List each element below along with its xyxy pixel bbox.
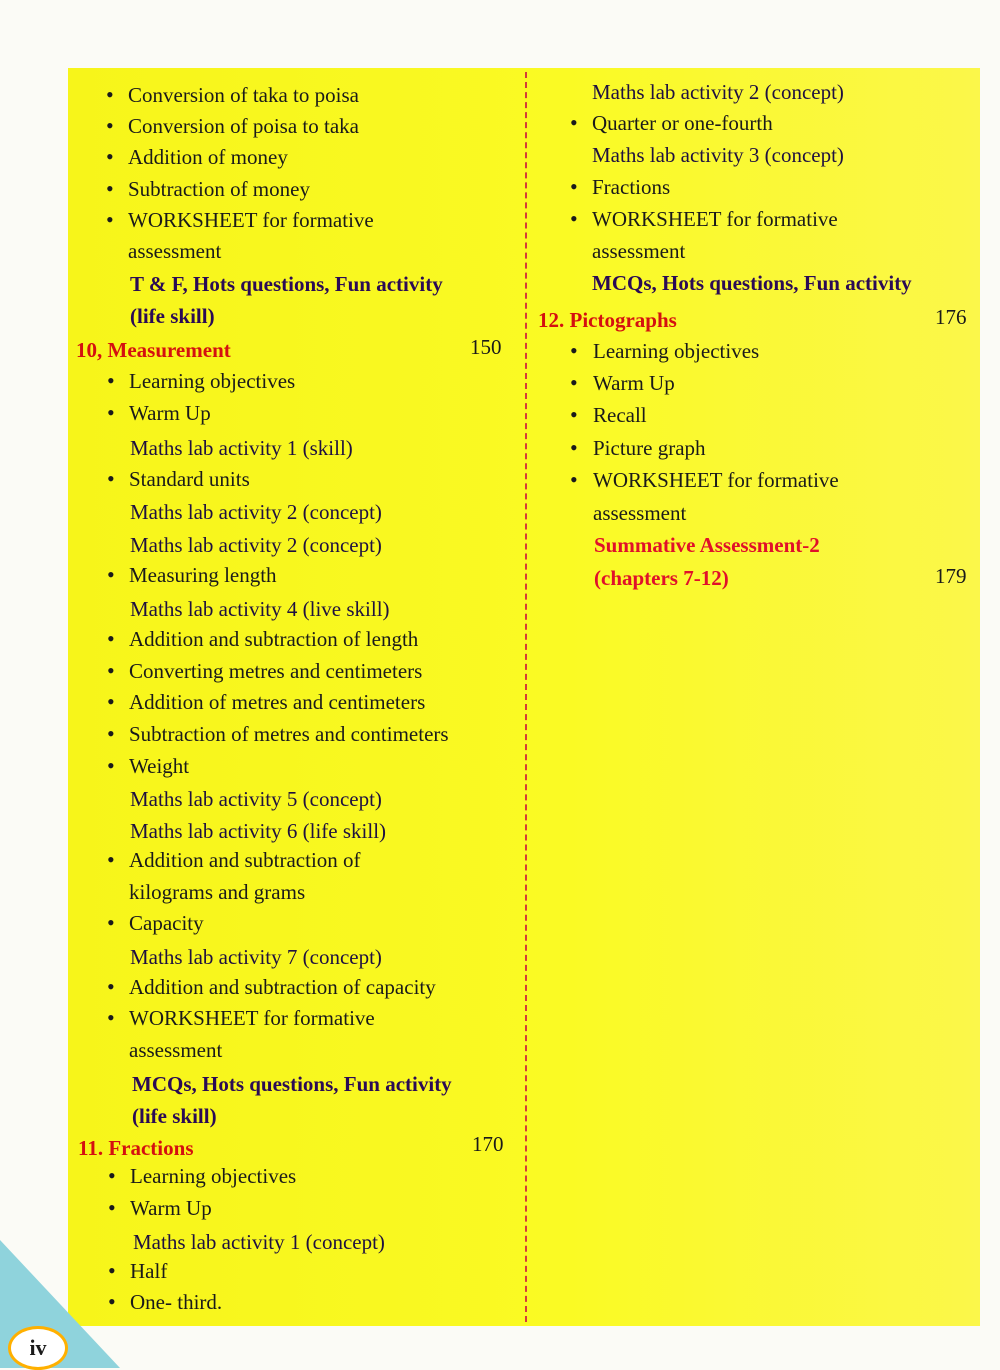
bullet-icon: •	[108, 1289, 116, 1314]
bullet-icon: •	[108, 1195, 116, 1220]
list-item: Weight	[129, 754, 190, 778]
activity-item: Maths lab activity 1 (skill)	[130, 436, 353, 460]
list-item: Picture graph	[593, 436, 706, 460]
list-item: assessment	[592, 239, 686, 263]
bullet-icon: •	[108, 1163, 116, 1188]
bullet-icon: •	[570, 435, 578, 460]
list-item: Recall	[593, 403, 647, 427]
list-item: Addition and subtraction of capacity	[129, 975, 436, 999]
chapter-title: 12. Pictographs	[538, 308, 677, 332]
list-item: Addition of metres and centimeters	[129, 690, 426, 714]
summative-chapters: (chapters 7-12)	[594, 566, 729, 590]
list-item: Subtraction of money	[128, 177, 310, 201]
list-item: One- third.	[130, 1290, 223, 1314]
list-item: WORKSHEET for formative	[593, 468, 839, 492]
bullet-icon: •	[106, 176, 114, 201]
bullet-icon: •	[570, 402, 578, 427]
column-divider	[525, 72, 527, 1322]
bullet-icon: •	[107, 658, 115, 683]
extras-line: MCQs, Hots questions, Fun activity	[132, 1072, 452, 1096]
extras-line: T & F, Hots questions, Fun activity	[130, 272, 443, 296]
bullet-icon: •	[570, 206, 578, 231]
list-item: Addition and subtraction of length	[129, 627, 419, 651]
bullet-icon: •	[107, 562, 115, 587]
bullet-icon: •	[107, 847, 115, 872]
bullet-icon: •	[107, 400, 115, 425]
activity-item: Maths lab activity 7 (concept)	[130, 945, 382, 969]
list-item: Conversion of taka to poisa	[128, 83, 359, 107]
list-item: Converting metres and centimeters	[129, 659, 423, 683]
page-number: 176	[935, 305, 967, 329]
bullet-icon: •	[107, 689, 115, 714]
activity-item: Maths lab activity 6 (life skill)	[130, 819, 387, 843]
activity-item: Maths lab activity 2 (concept)	[130, 500, 382, 524]
list-item: Learning objectives	[129, 369, 296, 393]
bullet-icon: •	[107, 1005, 115, 1030]
list-item: Warm Up	[130, 1196, 212, 1220]
bullet-icon: •	[570, 370, 578, 395]
bullet-icon: •	[107, 753, 115, 778]
bullet-icon: •	[107, 910, 115, 935]
list-item: Addition and subtraction of	[129, 848, 361, 872]
list-item: Capacity	[129, 911, 204, 935]
list-item: Learning objectives	[130, 1164, 297, 1188]
page-number: 170	[472, 1132, 504, 1156]
activity-item: Maths lab activity 4 (live skill)	[130, 597, 390, 621]
activity-item: Maths lab activity 1 (concept)	[133, 1230, 385, 1254]
list-item: Standard units	[129, 467, 250, 491]
page-number: 150	[470, 335, 502, 359]
list-item: assessment	[129, 1038, 223, 1062]
extras-line: MCQs, Hots questions, Fun activity	[592, 271, 912, 295]
bullet-icon: •	[107, 626, 115, 651]
list-item: assessment	[593, 501, 687, 525]
bullet-icon: •	[107, 974, 115, 999]
bullet-icon: •	[106, 113, 114, 138]
list-item: Warm Up	[129, 401, 211, 425]
bullet-icon: •	[570, 174, 578, 199]
bullet-icon: •	[106, 144, 114, 169]
list-item: Fractions	[592, 175, 671, 199]
list-item: Warm Up	[593, 371, 675, 395]
list-item: kilograms and grams	[129, 880, 306, 904]
list-item: Learning objectives	[593, 339, 760, 363]
list-item: Half	[130, 1259, 168, 1283]
list-item: Subtraction of metres and contimeters	[129, 722, 449, 746]
list-item: WORKSHEET for formative	[592, 207, 838, 231]
bullet-icon: •	[107, 466, 115, 491]
chapter-title: 10, Measurement	[76, 338, 231, 362]
activity-item: Maths lab activity 2 (concept)	[592, 80, 844, 104]
page-number: 179	[935, 564, 967, 588]
list-item: WORKSHEET for formative	[129, 1006, 375, 1030]
activity-item: Maths lab activity 3 (concept)	[592, 143, 844, 167]
list-item: Quarter or one-fourth	[592, 111, 773, 135]
bullet-icon: •	[106, 207, 114, 232]
bullet-icon: •	[570, 110, 578, 135]
list-item: assessment	[128, 239, 222, 263]
bullet-icon: •	[570, 338, 578, 363]
list-item: Conversion of poisa to taka	[128, 114, 359, 138]
activity-item: Maths lab activity 2 (concept)	[130, 533, 382, 557]
list-item: Addition of money	[128, 145, 288, 169]
bullet-icon: •	[107, 721, 115, 746]
activity-item: Maths lab activity 5 (concept)	[130, 787, 382, 811]
chapter-title: 11. Fractions	[78, 1136, 194, 1160]
summative-title: Summative Assessment-2	[594, 533, 820, 557]
bullet-icon: •	[108, 1258, 116, 1283]
extras-line: (life skill)	[132, 1104, 217, 1128]
bullet-icon: •	[570, 467, 578, 492]
bullet-icon: •	[107, 368, 115, 393]
extras-line: (life skill)	[130, 304, 215, 328]
list-item: Measuring length	[129, 563, 277, 587]
bullet-icon: •	[106, 82, 114, 107]
page-number-badge: iv	[8, 1326, 68, 1370]
list-item: WORKSHEET for formative	[128, 208, 374, 232]
